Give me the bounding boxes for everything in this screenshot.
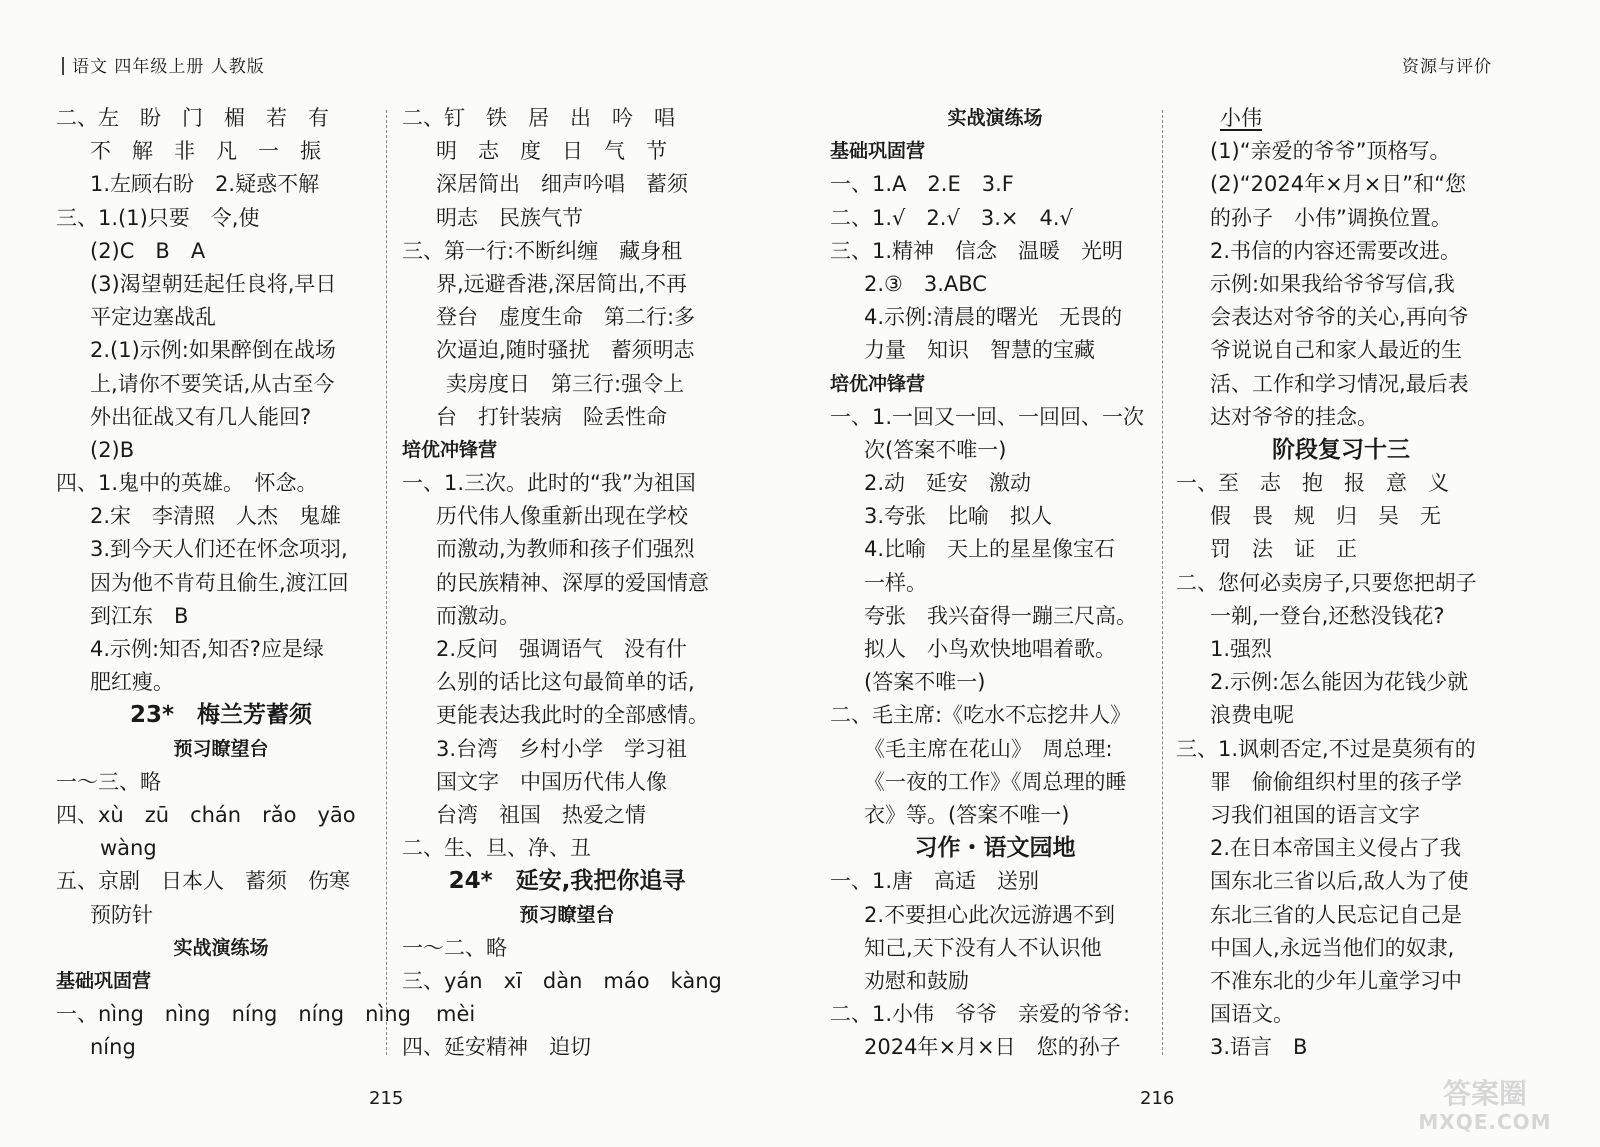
answer-line: 二、生、旦、净、丑 (402, 836, 591, 861)
answer-line: 一、1.三次。此时的“我”为祖国 (402, 471, 696, 496)
answer-line: 一剃,一登台,还愁没钱花? (1210, 603, 1445, 628)
answer-line: 4.示例:知否,知否?应是绿 (90, 637, 324, 661)
section-heading: 基础巩固营 (56, 969, 152, 992)
answer-line: 么别的话比这句最简单的话, (436, 670, 695, 695)
answer-line: 力量 知识 智慧的宝藏 (864, 338, 1095, 363)
answer-line: 知己,天下没有人不认识他 (864, 935, 1102, 960)
answer-line: 卖房度日 第三行:强令上 (446, 371, 685, 396)
answer-line: 示例:如果我给爷爷写信,我 (1210, 271, 1455, 296)
answer-line: (2)“2024年×月×日”和“您 (1210, 172, 1467, 197)
answer-line: 次(答案不唯一) (864, 437, 1007, 462)
answer-line: 而激动。 (436, 603, 520, 628)
lesson-title: 24* 延安,我把你追寻 (448, 868, 686, 895)
answer-line: 四、xù zū chán rǎo yāo (56, 802, 356, 827)
answer-line: 会表达对爷爷的关心,再向爷 (1210, 305, 1469, 330)
answer-line: 2.示例:怎么能因为花钱少就 (1210, 670, 1469, 695)
answer-line: 明志 民族气节 (436, 205, 583, 230)
answer-line: 二、1.小伟 爷爷 亲爱的爷爷: (830, 1002, 1131, 1027)
answer-line: 而激动,为教师和孩子们强烈 (436, 537, 695, 562)
answer-line: mèi (436, 1002, 476, 1027)
answer-line: 夸张 我兴奋得一蹦三尺高。 (864, 603, 1137, 628)
answer-line: 二、您何必卖房子,只要您把胡子 (1176, 570, 1477, 595)
answer-line: 明 志 度 日 气 节 (436, 139, 667, 164)
answer-line: 1.强烈 (1210, 637, 1273, 661)
answer-line: 中国人,永远当他们的奴隶, (1210, 935, 1455, 960)
answer-line: 四、1.鬼中的英雄。 怀念。 (56, 471, 318, 496)
answer-line: 国语文。 (1210, 1002, 1294, 1027)
answer-line: 活、工作和学习情况,最后表 (1210, 371, 1469, 396)
answer-line: 的民族精神、深厚的爱国情意 (436, 570, 709, 595)
answer-line: 国文字 中国历代伟人像 (436, 769, 667, 794)
watermark-logo (1410, 1077, 1560, 1135)
header-rule (62, 57, 64, 75)
lesson-title: 阶段复习十三 (1272, 436, 1410, 463)
answer-line: 2.③ 3.ABC (864, 271, 987, 296)
answer-line: 2.书信的内容还需要改进。 (1210, 238, 1462, 263)
answer-line: 台 打针装病 险丢性命 (436, 404, 667, 429)
answer-line: 假 畏 规 归 吴 无 (1210, 504, 1441, 529)
answer-line: 登台 虚度生命 第二行:多 (436, 305, 696, 330)
answer-line: 一样。 (864, 570, 927, 595)
answer-line: 小伟 (1220, 106, 1262, 130)
answer-line: 二、钉 铁 居 出 吟 唱 (402, 106, 675, 130)
answer-line: 深居简出 细声吟唱 蓄须 (436, 172, 688, 197)
book-title: 语文 四年级上册 人教版 (72, 57, 265, 77)
answer-line: 到江东 B (90, 603, 189, 628)
answer-line: 2.在日本帝国主义侵占了我 (1210, 836, 1462, 861)
answer-line: 2.宋 李清照 人杰 鬼雄 (90, 504, 342, 529)
answer-line: (2)B (90, 437, 135, 462)
answer-line: 2.反问 强调语气 没有什 (436, 637, 688, 661)
section-heading: 实战演练场 (947, 107, 1043, 129)
answer-line: 《毛主席在花山》 周总理: (864, 736, 1113, 761)
answer-line: 一～二、略 (402, 935, 507, 960)
answer-column-2 (402, 102, 732, 1064)
answer-line: 台湾 祖国 热爱之情 (436, 802, 646, 827)
answer-line: 拟人 小鸟欢快地唱着歌。 (864, 637, 1116, 661)
answer-line: 三、第一行:不断纠缠 藏身租 (402, 238, 683, 263)
answer-line: 上,请你不要笑话,从古至今 (90, 371, 335, 396)
answer-line: 五、京剧 日本人 蓄须 伤寒 (56, 869, 350, 894)
section-heading: 培优冲锋营 (830, 372, 926, 395)
answer-line: 3.语言 B (1210, 1035, 1308, 1060)
answer-line: 2024年×月×日 您的孙子 (864, 1035, 1121, 1060)
answer-column-1 (56, 102, 411, 1064)
answer-line: 达对爷爷的挂念。 (1210, 404, 1378, 429)
answer-line: 4.示例:清晨的曙光 无畏的 (864, 305, 1123, 330)
answer-line: 不 解 非 凡 一 振 (90, 139, 321, 164)
watermark-url: MXQE.COM (1418, 1110, 1552, 1134)
answer-line: 二、1.√ 2.√ 3.× 4.√ (830, 205, 1073, 230)
answer-line: 爷说说自己和家人最近的生 (1210, 338, 1462, 363)
answer-line: (3)渴望朝廷起任良将,早日 (90, 271, 337, 296)
answer-line: 一、1.一回又一回、一回回、一次 (830, 404, 1145, 429)
section-heading: 预习瞭望台 (173, 737, 269, 760)
answer-line: 四、延安精神 迫切 (402, 1035, 591, 1060)
answer-line: 3.到今天人们还在怀念项羽, (90, 537, 348, 562)
answer-line: 三、1.精神 信念 温暖 光明 (830, 238, 1124, 263)
answer-line: 三、1.(1)只要 令,使 (56, 205, 260, 230)
answer-line: 罚 法 证 正 (1210, 537, 1357, 562)
answer-line: 更能表达我此时的全部感情。 (436, 703, 709, 728)
answer-line: 2.动 延安 激动 (864, 471, 1032, 496)
section-heading: 预习瞭望台 (519, 903, 615, 926)
series-header: 资源与评价 (1402, 57, 1492, 77)
answer-line: 二、左 盼 门 楣 若 有 (56, 106, 329, 130)
answer-line: 历代伟人像重新出现在学校 (436, 504, 688, 529)
answer-line: 一～三、略 (56, 769, 161, 794)
column-divider (1162, 110, 1163, 1055)
book-header (62, 52, 265, 77)
answer-line: 因为他不肯苟且偷生,渡江回 (90, 570, 349, 595)
answer-line: 预防针 (90, 902, 153, 927)
answer-line: (2)C B A (90, 238, 206, 263)
answer-line: 浪费电呢 (1210, 703, 1294, 728)
page-number-right: 216 (1140, 1088, 1175, 1109)
answer-line: 2.不要担心此次远游遇不到 (864, 902, 1116, 927)
answer-line: 一、1.唐 高适 送别 (830, 869, 1040, 894)
watermark-text: 答案圈 (1442, 1077, 1527, 1110)
answer-line: 二、毛主席:《吃水不忘挖井人》 (830, 703, 1132, 728)
answer-line: 一、至 志 抱 报 意 义 (1176, 471, 1449, 496)
answer-line: 的孙子 小伟”调换位置。 (1210, 205, 1452, 230)
answer-line: 外出征战又有几人能回? (90, 404, 312, 429)
answer-line: 界,远避香港,深居简出,不再 (436, 271, 688, 296)
lesson-title: 23* 梅兰芳蓄须 (129, 702, 313, 729)
answer-column-4 (1176, 102, 1506, 1064)
answer-line: 一、nìng nìng níng níng nìng (56, 1002, 411, 1027)
answer-line: wàng (100, 836, 157, 861)
answer-line: 衣》等。(答案不唯一) (864, 802, 1070, 827)
answer-line: 不准东北的少年儿童学习中 (1210, 968, 1462, 993)
answer-line: 4.比喻 天上的星星像宝石 (864, 537, 1116, 562)
page-number-left: 215 (369, 1088, 404, 1109)
section-heading: 基础巩固营 (830, 140, 926, 163)
answer-line: 3.夸张 比喻 拟人 (864, 504, 1053, 529)
answer-line: (1)“亲爱的爷爷”顶格写。 (1210, 139, 1451, 164)
answer-line: (答案不唯一) (864, 670, 986, 695)
answer-line: 2.(1)示例:如果醉倒在战场 (90, 338, 336, 363)
section-heading: 培优冲锋营 (402, 438, 498, 461)
answer-line: 劝慰和鼓励 (864, 968, 969, 993)
answer-line: 习我们祖国的语言文字 (1210, 802, 1420, 827)
answer-line: 《一夜的工作》《周总理的睡 (864, 769, 1127, 794)
answer-line: 次逼迫,随时骚扰 蓄须明志 (436, 338, 695, 363)
answer-line: 一、1.A 2.E 3.F (830, 172, 1014, 197)
answer-line: 平定边塞战乱 (90, 305, 216, 330)
answer-line: 东北三省的人民忘记自己是 (1210, 902, 1462, 927)
lesson-title: 习作・语文园地 (914, 835, 1076, 862)
answer-line: 三、yán xī dàn máo kàng (402, 968, 722, 993)
answer-column-3 (830, 102, 1160, 1064)
answer-line: níng (90, 1035, 136, 1060)
answer-line: 肥红瘦。 (90, 670, 174, 695)
column-divider (386, 110, 387, 1055)
answer-line: 罪 偷偷组织村里的孩子学 (1210, 769, 1462, 794)
answer-line: 三、1.讽刺否定,不过是莫须有的 (1176, 736, 1476, 761)
answer-line: 3.台湾 乡村小学 学习祖 (436, 736, 688, 761)
answer-line: 1.左顾右盼 2.疑惑不解 (90, 172, 320, 197)
section-heading: 实战演练场 (173, 936, 269, 959)
answer-line: 国东北三省以后,敌人为了使 (1210, 869, 1469, 894)
